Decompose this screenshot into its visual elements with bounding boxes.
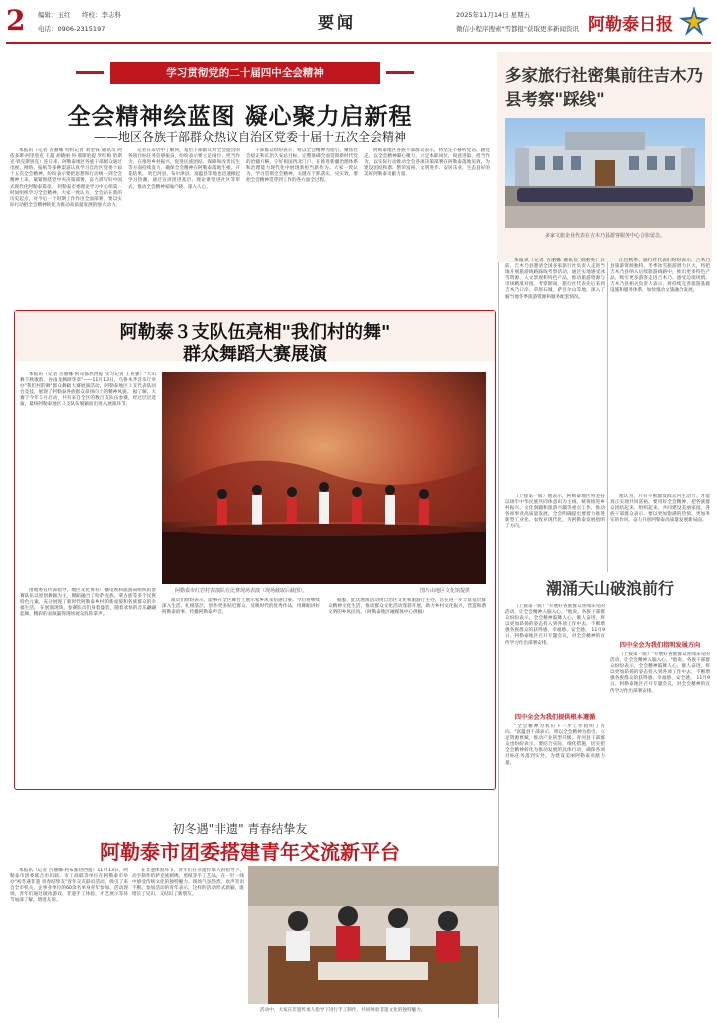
tianshan-col-2: （上接第一版）"开展好各族群众喜闻乐见的活动，让全会精神入脑入心。"他说。各族干部群众纷纷表示，全会精神鼓舞人心、催人奋进，将以更加昂扬的姿态投入到各项工作中去，不断增强各族群众的获得感、幸福感、安全感。 11月9日，阿勒泰地区召开专题会议，对全会精神的宣传学习作出部署安排。 — [610, 652, 710, 694]
dance-story-col-2: 由地委宣传部指导、地区文化体育广播电视和旅游局组织的参赛队伍以原创舞蹈为主，舞蹈融合了哈萨克族、蒙古族等多个民族特色元素，充分展现了新时代阿勒泰乡村的新面貌和各族群众的幸福生活。 在展演现场，参赛队员们身着盛装，随着欢快的音乐翩翩起舞，精彩的表演赢得现场观众阵阵掌声。 — [20, 588, 156, 618]
theme-banner-text: 学习贯彻党的二十届四中全会精神 — [166, 67, 324, 79]
right-mid-col-2: 他认为，只有不断激发群众内生动力，才能真正实现共同富裕。要用好全会精神，把各族群众团结起来、组织起来，共同建设美丽家园。各族干部群众表示，要以更加饱满的热情、更加务实的作风，奋力开创阿勒泰高质量发展新局面。 — [610, 494, 710, 524]
youth-activity-photo — [248, 866, 498, 1004]
youth-subheadline: 初冬遇"非遗" 青春结挚友 — [172, 822, 308, 836]
wechat-note: 微信小程序搜索"雪都报"获取更多新闻资讯 — [456, 25, 579, 33]
travel-headline: 多家旅行社密集前往吉木乃县考察"踩线" — [505, 66, 703, 109]
main-story-col-4: 阿勒泰地区各族干部群众表示，将坚定不移听党话、跟党走，以全会精神凝心聚力，立足本职岗位，锐意进取、担当作为，以实际行动推动全会各项决策部署在阿勒泰落地见效，为建设团结和谐、繁荣富裕、文明进步、安居乐业、生态良好的美好阿勒泰贡献力量。 — [364, 148, 490, 178]
column-divider — [607, 262, 608, 572]
right-mid-col-1: （上接第一版）他表示，阿勒泰地区将坚持以铸牢中华民族共同体意识为主线，统筹推进乡村振兴、文化润疆和旅游兴疆等重点工作，推动各项事业高质量发展。全会明确提出要着力推进新型工业化、农牧业现代化，为阿勒泰发展指明了方向。 — [505, 494, 605, 530]
youth-photo-caption: 活动中，大家在非遗传承人指导下进行手工制作，共同体验非遗文化的独特魅力。 — [260, 1008, 426, 1013]
tianshan-headline: 潮涌天山破浪前行 — [545, 579, 674, 598]
column-divider — [498, 262, 499, 1018]
dance-performance-photo — [162, 372, 486, 584]
travel-story-col-1: 本报讯（记者 古丽娜 通讯员 刘丽英）日前，吉木乃县邀请全国多家旅行社负责人走进当地开展旅游线路踩线考察活动，通过实地感受冰雪资源、人文景观和特色产品，推动旅游资源与市场精准对接。考察期间，旅行社代表先后来到吉木乃口岸、草原石城、萨吾尔山等地，深入了解当地冬季旅游资源和服务配套情况。 — [505, 258, 605, 300]
header-rule — [6, 42, 711, 44]
youth-headline: 阿勒泰市团委搭建青年交流新平台 — [100, 840, 400, 864]
banner-flank-left — [76, 71, 104, 74]
phone-number: 电话：0906-2315197 — [38, 25, 106, 33]
visitor-center-photo — [505, 118, 705, 228]
page-number: 2 — [6, 4, 26, 37]
travel-story-col-2: 江色秋季，旅行社代表们纷纷表示，吉木乃县旅游资源独特，冬季冰雪旅游潜力巨大，将把吉木乃县纳入后续旅游线路中，推出更多特色产品，吸引更多游客走进吉木乃、感受边境风情。吉木乃县相关负责人表示，将持续完善旅游基础设施和服务体系，加快推动文旅融合发展。 — [610, 258, 710, 294]
theme-banner — [110, 62, 380, 84]
dance-photo-caption: 阿勒泰市红岩村表演队在比赛现场表演（现场截取后截图）。 — [175, 588, 308, 594]
issue-date: 2025年11月14日 星期五 — [456, 11, 531, 19]
newspaper-logo-icon — [676, 4, 712, 38]
dance-story-col-4: 据悉，此次展演活动由自治区文化和旅游厅主办，旨在进一步丰富基层群众精神文化生活，推动群众文化活动蓬勃开展，助力乡村文化振兴，营造和谐文明的乡风民风。（阿勒泰地区融媒体中心供稿） — [328, 598, 486, 616]
dance-story-col-3: 演员们纷纷表示，能够在全区舞台上展示家乡风采倍感自豪。今后将继续深入生活、扎根基层，创作更多贴近群众、反映时代的优秀作品，用舞蹈讲好阿勒泰故事、传播阿勒泰声音。 — [162, 598, 320, 616]
newspaper-name: 阿勒泰日报 — [588, 15, 673, 35]
tianshan-subhead-1: 四中全会为我们提供根本遵循 — [514, 714, 596, 721]
dance-photo-credit: 图片由地区文化馆提供 — [420, 588, 471, 594]
dance-story-col-1: 本报讯（记者 古丽娜·阿布都热西提 实习记者 王亚强）"天山舞千秋歌韵，谷雨龙腾颂华章"——11月13日，乌鲁木齐音乐厅举办"我们村的舞"群众舞蹈大赛展演活动，阿勒泰地区３支代表队同台竞技，展现了阿勒泰各族群众昂扬向上的精神风貌。 据了解，大赛于今年５月启动，共有来自全区的数百支队伍参赛，经过层层选拔，最终阿勒泰地区３支队伍脱颖而出进入展演环节。 — [20, 372, 156, 408]
travel-photo-caption: 多家文旅企业代表在吉木乃县游客服务中心合影留念。 — [544, 233, 665, 239]
editor-credit: 编辑：玉红 — [38, 11, 71, 19]
main-subheadline: ——地区各族干部群众热议自治区党委十届十五次全会精神 — [93, 130, 406, 144]
banner-flank-right — [386, 71, 414, 74]
section-title: 要闻 — [318, 13, 357, 32]
tianshan-col-1b: "全会精神为我们下一步工作指明了方向。"富蕴县干部表示，将以全会精神为指引，立足资源禀赋，推动产业转型升级。青河县干部群众也纷纷表示，要结合实际，细化措施，切实把全会精神转化为推动发展的具体行动，确保各项目标任务落到实处，为建设美丽阿勒泰贡献力量。 — [505, 724, 605, 766]
dance-headline-line-2: 群众舞蹈大赛展演 — [183, 344, 327, 365]
tianshan-subhead-2: 四中全会为我们指明发展方向 — [619, 642, 701, 649]
youth-story-col-2: 在非遗体验环节，青年们在非遗传承人的指导下，动手制作哈萨克族刺绣、剪纸等手工艺品，在一针一线中感受传统文化的独特魅力。现场气氛热烈，欢声笑语不断。参加活动的青年表示，这样的活动形式新颖，既增长了见识，又结识了新朋友。 — [132, 868, 244, 898]
main-headline: 全会精神绘蓝图 凝心聚力启新程 — [67, 103, 413, 130]
tianshan-col-1: （上接第一版）"开展好各族群众喜闻乐见的活动，让全会精神入脑入心。"他说。各族干部群众纷纷表示，全会精神鼓舞人心、催人奋进，将以更加昂扬的姿态投入到各项工作中去，不断增强各族群众的获得感、幸福感、安全感。 11月9日，阿勒泰地区召开专题会议，对全会精神的宣传学习作出部署安排。 — [505, 604, 605, 646]
youth-story-col-1: 本报讯（记者 古丽娜·阿布都热西提）11月13日，阿勒泰市团委联合市妇联、市工商联等单位在阿勒泰市举办"初冬遇非遗 青春结挚友"青年交友联谊活动，吸引了来自全市机关、企事业单位的60余名单身青年参加。活动现场，青年们通过破冰游戏、非遗手工体验、才艺展示等环节加深了解、增进友谊。 — [10, 868, 128, 904]
main-story-col-3: 干部群众纷纷表示，将以全会精神为指引，聚焦社会稳定和长治久安总目标，完整准确全面贯彻新时代党的治疆方略，守好祖国西北门户，在推进新疆治理体系和治理能力现代化中展现新担当新作为。大家一致认为，学习贯彻全会精神，关键在于抓落实、见实效，要把全会精神贯穿到工作的各方面全过程。 — [246, 148, 358, 184]
proof-credit: 终校：李志科 — [82, 11, 121, 19]
dance-headline-line-1: 阿勒泰３支队伍亮相"我们村的舞" — [119, 322, 391, 343]
main-story-col-1: 本报讯（记者 古丽娜 特约记者 刘金钱 通讯员 阿依多斯·阿里别克 王超 胡晓丽 何·那斯哈提 罗红梅 哈斯克·铁克斯别克）连日来，阿勒泰地区各族干部群众通过电视、网络、报纸等多种渠道认真学习自治区党委十届十五次全会精神，纷纷表示要把思想和行动统一到全会精神上来，紧紧围绕党中央决策部署，奋力谱写好中国式现代化阿勒泰篇章。 阿勒泰市委理论学习中心组第一时间组织学习全会精神，大家一致认为，全会站在新的历史起点，对今后一个时期工作作出全面部署，要以实际行动把全会精神转化为推动高质量发展的强大动力。 — [10, 148, 122, 208]
main-story-col-2: 记者在采访中了解到，基层干部群众对全会提出的各项目标任务倍感振奋，纷纷表示要立足岗位、担当作为，在推进乡村振兴、促进民族团结、保障和改善民生等方面持续发力，确保全会精神在阿勒泰落地生根、开花结果。 哈巴河县、布尔津县、富蕴县等地也迅速掀起学习热潮，通过宣讲团进基层、理论课堂进社区等形式，推动全会精神家喻户晓、深入人心。 — [128, 148, 240, 190]
